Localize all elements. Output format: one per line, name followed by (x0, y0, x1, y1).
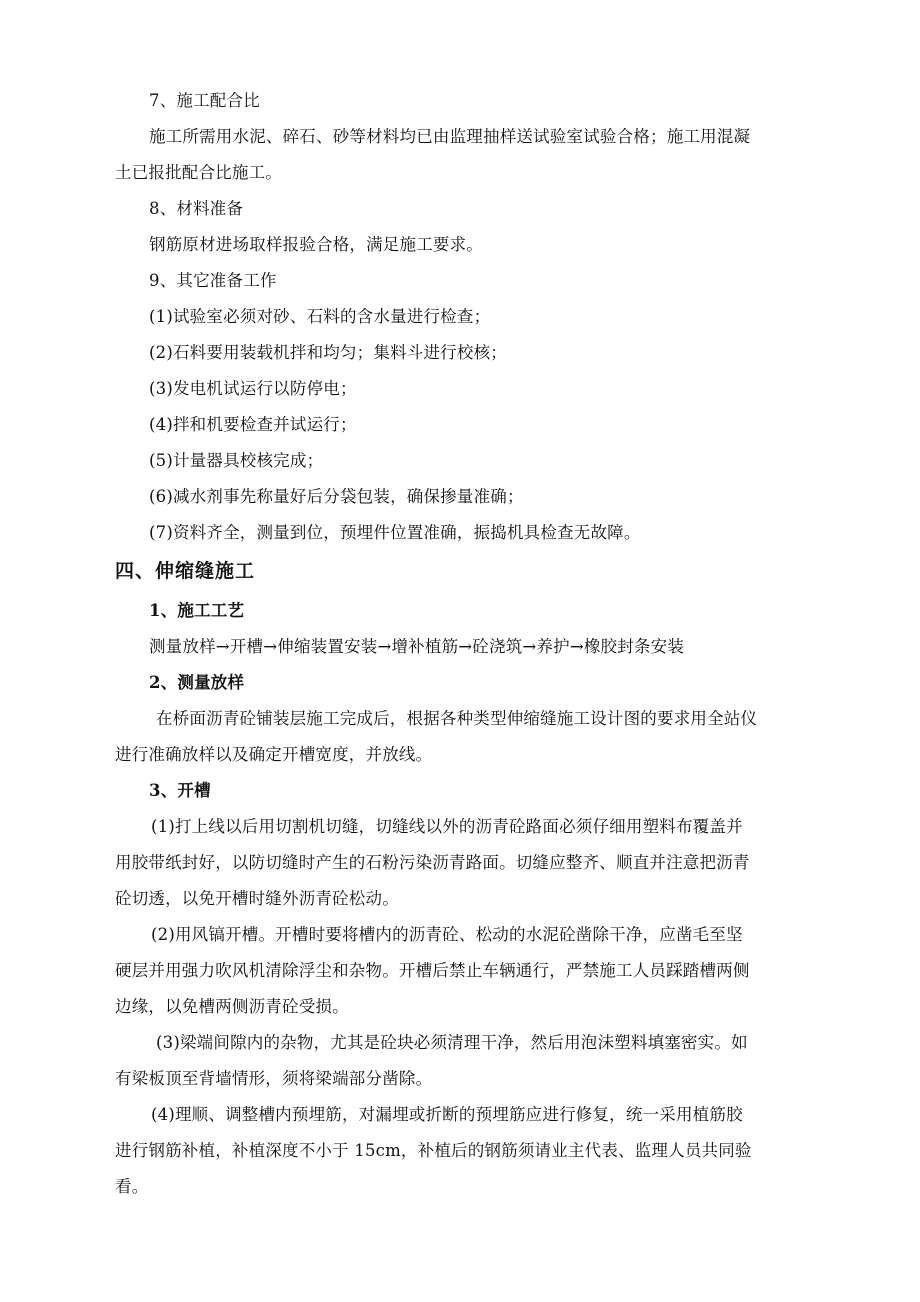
section-9-item-7: (7)资料齐全，测量到位，预埋件位置准确，振捣机具检查无故障。 (149, 523, 641, 542)
paragraph-1-line-1: (1)打上线以后用切割机切缝，切缝线以外的沥青砼路面必须仔细用塑料布覆盖并 (151, 817, 743, 836)
paragraph-2-line-2: 硬层并用强力吹风机清除浮尘和杂物。开槽后禁止车辆通行，严禁施工人员踩踏槽两侧 (115, 961, 750, 980)
subsection-2-title: 2、测量放样 (149, 673, 245, 692)
paragraph-4-line-3: 看。 (115, 1177, 149, 1196)
paragraph-4-line-1: (4)理顺、调整槽内预埋筋，对漏埋或折断的预埋筋应进行修复，统一采用植筋胶 (151, 1105, 743, 1124)
heading-expansion-joint-construction: 四、伸缩缝施工 (115, 560, 256, 582)
paragraph-1-line-2: 用胶带纸封好，以防切缝时产生的石粉污染沥青路面。切缝应整齐、顺直并注意把沥青 (115, 853, 750, 872)
section-9-item-1: (1)试验室必须对砂、石料的含水量进行检查； (149, 307, 491, 326)
process-flow: 测量放样→开槽→伸缩装置安装→增补植筋→砼浇筑→养护→橡胶封条安装 (149, 637, 685, 656)
section-8-title: 8、材料准备 (149, 199, 244, 218)
section-9-item-4: (4)拌和机要检查并试运行； (149, 415, 357, 434)
section-9-item-2: (2)石料要用装载机拌和均匀；集料斗进行校核； (149, 343, 507, 362)
subsection-3-title: 3、开槽 (149, 781, 211, 800)
paragraph-2-line-1: (2)用风镐开槽。开槽时要将槽内的沥青砼、松动的水泥砼凿除干净，应凿毛至坚 (151, 925, 743, 944)
section-7-paragraph-line-1: 施工所需用水泥、碎石、砂等材料均已由监理抽样送试验室试验合格；施工用混凝 (149, 127, 751, 146)
subsection-2-paragraph-line-2: 进行准确放样以及确定开槽宽度，并放线。 (115, 745, 433, 764)
section-9-item-3: (3)发电机试运行以防停电； (149, 379, 357, 398)
paragraph-1-line-3: 砼切透，以免开槽时缝外沥青砼松动。 (115, 889, 399, 908)
subsection-1-title: 1、施工工艺 (149, 601, 245, 620)
paragraph-2-line-3: 边缘，以免槽两侧沥青砼受损。 (115, 997, 349, 1016)
section-9-item-5: (5)计量器具校核完成； (149, 451, 324, 470)
paragraph-3-line-2: 有梁板顶至背墙情形，须将梁端部分凿除。 (115, 1069, 433, 1088)
section-7-title: 7、施工配合比 (149, 91, 260, 110)
section-9-title: 9、其它准备工作 (149, 271, 277, 290)
section-8-paragraph: 钢筋原材进场取样报验合格，满足施工要求。 (149, 235, 483, 254)
paragraph-4-line-2: 进行钢筋补植，补植深度不小于 15cm，补植后的钢筋须请业主代表、监理人员共同验 (115, 1141, 752, 1160)
subsection-2-paragraph-line-1: 在桥面沥青砼铺装层施工完成后，根据各种类型伸缩缝施工设计图的要求用全站仪 (156, 709, 758, 728)
section-9-item-6: (6)减水剂事先称量好后分袋包装，确保掺量准确； (149, 487, 524, 506)
paragraph-3-line-1: (3)梁端间隙内的杂物，尤其是砼块必须清理干净，然后用泡沫塑料填塞密实。如 (156, 1033, 748, 1052)
section-7-paragraph-line-2: 土已报批配合比施工。 (115, 163, 282, 182)
